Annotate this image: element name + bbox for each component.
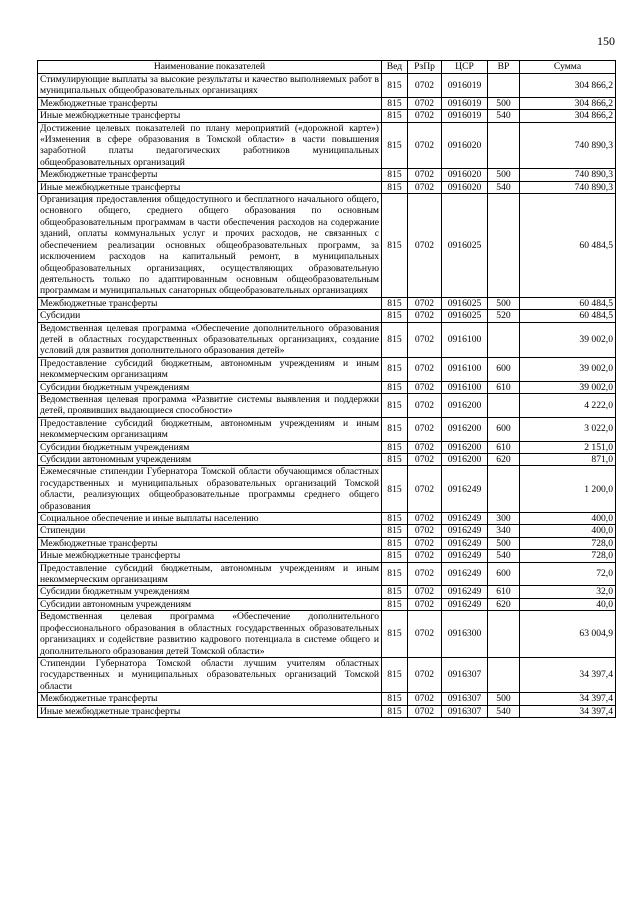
row-sum: 63 004,9 (520, 611, 616, 658)
row-sum: 871,0 (520, 454, 616, 466)
row-ved: 815 (382, 537, 408, 549)
row-sum: 72,0 (520, 562, 616, 586)
row-sum: 400,0 (520, 525, 616, 537)
row-name: Субсидии автономным учреждениям (38, 598, 382, 610)
row-rzpr: 0702 (408, 537, 442, 549)
row-csr: 0916200 (442, 393, 488, 417)
row-vr: 340 (488, 525, 520, 537)
row-ved: 815 (382, 441, 408, 453)
table-row (38, 169, 616, 181)
row-sum: 740 890,3 (520, 169, 616, 181)
row-rzpr: 0702 (408, 441, 442, 453)
row-rzpr: 0702 (408, 417, 442, 441)
row-name: Стипендии Губернатора Томской области лучшим учителям областных государственных и муниципальных образовательных организаций Томской области (38, 657, 382, 692)
header-ved: Вед (382, 61, 408, 74)
row-sum: 34 397,4 (520, 657, 616, 692)
row-sum: 400,0 (520, 513, 616, 525)
table-row (38, 74, 616, 98)
row-name: Предоставление субсидий бюджетным, автономным учреждениям и иным некоммерческим организациям (38, 357, 382, 381)
row-sum: 2 151,0 (520, 441, 616, 453)
row-csr: 0916020 (442, 122, 488, 169)
header-vr: ВР (488, 61, 520, 74)
table-row (38, 357, 616, 381)
row-vr: 540 (488, 705, 520, 717)
budget-table (37, 60, 616, 718)
row-sum: 304 866,2 (520, 97, 616, 109)
row-sum: 740 890,3 (520, 122, 616, 169)
table-row (38, 381, 616, 393)
row-csr: 0916249 (442, 598, 488, 610)
row-sum: 34 397,4 (520, 693, 616, 705)
row-name: Межбюджетные трансферты (38, 169, 382, 181)
row-ved: 815 (382, 454, 408, 466)
row-name: Иные межбюджетные трансферты (38, 550, 382, 562)
table-row (38, 705, 616, 717)
row-sum: 60 484,5 (520, 297, 616, 309)
row-sum: 4 222,0 (520, 393, 616, 417)
row-ved: 815 (382, 322, 408, 357)
row-csr: 0916249 (442, 586, 488, 598)
row-ved: 815 (382, 297, 408, 309)
row-ved: 815 (382, 417, 408, 441)
row-rzpr: 0702 (408, 169, 442, 181)
row-ved: 815 (382, 122, 408, 169)
row-csr: 0916019 (442, 97, 488, 109)
row-name: Иные межбюджетные трансферты (38, 705, 382, 717)
row-sum: 304 866,2 (520, 110, 616, 122)
row-name: Стимулирующие выплаты за высокие результаты и качество выполняемых работ в муниципальных общеобразовательных организациях (38, 74, 382, 98)
table-row (38, 586, 616, 598)
row-csr: 0916025 (442, 194, 488, 298)
row-vr: 540 (488, 110, 520, 122)
row-ved: 815 (382, 550, 408, 562)
table-row (38, 441, 616, 453)
row-csr: 0916249 (442, 513, 488, 525)
row-rzpr: 0702 (408, 611, 442, 658)
row-sum: 740 890,3 (520, 181, 616, 193)
row-name: Межбюджетные трансферты (38, 537, 382, 549)
row-rzpr: 0702 (408, 194, 442, 298)
row-csr: 0916025 (442, 297, 488, 309)
row-rzpr: 0702 (408, 598, 442, 610)
table-row (38, 611, 616, 658)
row-csr: 0916100 (442, 357, 488, 381)
row-vr: 620 (488, 454, 520, 466)
table-row (38, 194, 616, 298)
row-vr (488, 657, 520, 692)
row-csr: 0916100 (442, 381, 488, 393)
row-vr: 600 (488, 562, 520, 586)
row-csr: 0916025 (442, 310, 488, 322)
row-ved: 815 (382, 181, 408, 193)
row-csr: 0916249 (442, 525, 488, 537)
row-vr: 500 (488, 97, 520, 109)
row-vr (488, 74, 520, 98)
table-row (38, 393, 616, 417)
row-rzpr: 0702 (408, 110, 442, 122)
row-vr: 540 (488, 550, 520, 562)
row-ved: 815 (382, 562, 408, 586)
header-csr: ЦСР (442, 61, 488, 74)
table-row (38, 181, 616, 193)
row-vr: 500 (488, 693, 520, 705)
row-sum: 3 022,0 (520, 417, 616, 441)
row-rzpr: 0702 (408, 122, 442, 169)
row-csr: 0916200 (442, 454, 488, 466)
row-sum: 304 866,2 (520, 74, 616, 98)
header-rzpr: РзПр (408, 61, 442, 74)
table-row (38, 550, 616, 562)
row-vr: 500 (488, 297, 520, 309)
row-rzpr: 0702 (408, 74, 442, 98)
table-row (38, 598, 616, 610)
row-csr: 0916307 (442, 693, 488, 705)
row-vr: 520 (488, 310, 520, 322)
row-rzpr: 0702 (408, 562, 442, 586)
row-name: Субсидии бюджетным учреждениям (38, 586, 382, 598)
row-name: Субсидии бюджетным учреждениям (38, 381, 382, 393)
row-csr: 0916307 (442, 705, 488, 717)
row-name: Ведомственная целевая программа «Обеспечение дополнительного профессионального образования в областных государственных образовательных организациях и содействие развитию кадрового потенциала в системе общего и дополнительного образования детей Томской области» (38, 611, 382, 658)
row-ved: 815 (382, 393, 408, 417)
row-csr: 0916020 (442, 169, 488, 181)
table-row (38, 466, 616, 513)
row-csr: 0916020 (442, 181, 488, 193)
row-vr: 610 (488, 381, 520, 393)
row-name: Межбюджетные трансферты (38, 297, 382, 309)
row-rzpr: 0702 (408, 97, 442, 109)
row-vr (488, 611, 520, 658)
row-ved: 815 (382, 357, 408, 381)
table-row (38, 97, 616, 109)
row-name: Предоставление субсидий бюджетным, автономным учреждениям и иным некоммерческим организациям (38, 562, 382, 586)
row-rzpr: 0702 (408, 693, 442, 705)
table-row (38, 562, 616, 586)
row-rzpr: 0702 (408, 393, 442, 417)
row-name: Межбюджетные трансферты (38, 693, 382, 705)
row-vr: 620 (488, 598, 520, 610)
row-ved: 815 (382, 194, 408, 298)
row-ved: 815 (382, 466, 408, 513)
table-row (38, 513, 616, 525)
row-vr: 600 (488, 417, 520, 441)
row-ved: 815 (382, 705, 408, 717)
row-vr: 500 (488, 537, 520, 549)
row-ved: 815 (382, 525, 408, 537)
row-vr (488, 322, 520, 357)
row-vr: 500 (488, 169, 520, 181)
table-row (38, 110, 616, 122)
row-name: Стипендии (38, 525, 382, 537)
row-rzpr: 0702 (408, 525, 442, 537)
row-csr: 0916019 (442, 110, 488, 122)
row-rzpr: 0702 (408, 310, 442, 322)
row-name: Социальное обеспечение и иные выплаты населению (38, 513, 382, 525)
row-csr: 0916249 (442, 562, 488, 586)
row-rzpr: 0702 (408, 181, 442, 193)
header-sum: Сумма (520, 61, 616, 74)
row-ved: 815 (382, 97, 408, 109)
row-csr: 0916249 (442, 537, 488, 549)
row-sum: 32,0 (520, 586, 616, 598)
row-ved: 815 (382, 598, 408, 610)
table-row (38, 417, 616, 441)
row-rzpr: 0702 (408, 454, 442, 466)
row-rzpr: 0702 (408, 466, 442, 513)
row-rzpr: 0702 (408, 297, 442, 309)
row-sum: 39 002,0 (520, 322, 616, 357)
row-vr: 540 (488, 181, 520, 193)
row-name: Ведомственная целевая программа «Развитие системы выявления и поддержки детей, проявивших выдающиеся способности» (38, 393, 382, 417)
row-sum: 1 200,0 (520, 466, 616, 513)
row-ved: 815 (382, 74, 408, 98)
row-sum: 728,0 (520, 550, 616, 562)
row-vr: 610 (488, 586, 520, 598)
row-vr (488, 393, 520, 417)
row-vr (488, 466, 520, 513)
row-ved: 815 (382, 611, 408, 658)
row-name: Субсидии (38, 310, 382, 322)
row-rzpr: 0702 (408, 357, 442, 381)
row-sum: 40,0 (520, 598, 616, 610)
row-name: Организация предоставления общедоступного и бесплатного начального общего, основного общего, среднего общего образования по основным общеобразовательным программам в части обеспечения расходов на содержание зданий, оплаты коммунальных услуг и прочих расходов, не связанных с обеспечением реализации основных общеобразовательных программ, за исключением расходов на капитальный ремонт, в муниципальных общеобразовательных организациях, осуществляющих образовательную деятельность только по адаптированным основным общеобразовательным программам и муниципальных санаторных общеобразовательных организациях (38, 194, 382, 298)
table-row (38, 657, 616, 692)
row-vr: 600 (488, 357, 520, 381)
row-rzpr: 0702 (408, 381, 442, 393)
row-name: Иные межбюджетные трансферты (38, 181, 382, 193)
table-header-row (38, 61, 616, 74)
row-csr: 0916249 (442, 550, 488, 562)
row-sum: 34 397,4 (520, 705, 616, 717)
row-csr: 0916100 (442, 322, 488, 357)
row-csr: 0916249 (442, 466, 488, 513)
table-row (38, 525, 616, 537)
page-number: 150 (597, 34, 615, 48)
table-row (38, 537, 616, 549)
row-csr: 0916019 (442, 74, 488, 98)
row-name: Достижение целевых показателей по плану мероприятий («дорожной карте») «Изменения в сфере образования в Томской области» в части повышения заработной платы педагогических работников муниципальных общеобразовательных организаций (38, 122, 382, 169)
table-row (38, 297, 616, 309)
row-ved: 815 (382, 310, 408, 322)
row-vr (488, 122, 520, 169)
row-csr: 0916200 (442, 441, 488, 453)
row-ved: 815 (382, 381, 408, 393)
row-sum: 60 484,5 (520, 194, 616, 298)
row-rzpr: 0702 (408, 550, 442, 562)
table-row (38, 122, 616, 169)
row-rzpr: 0702 (408, 657, 442, 692)
row-csr: 0916200 (442, 417, 488, 441)
row-name: Субсидии бюджетным учреждениям (38, 441, 382, 453)
row-vr: 300 (488, 513, 520, 525)
row-rzpr: 0702 (408, 705, 442, 717)
row-vr: 610 (488, 441, 520, 453)
row-csr: 0916300 (442, 611, 488, 658)
row-name: Иные межбюджетные трансферты (38, 110, 382, 122)
table-body (38, 74, 616, 718)
row-name: Предоставление субсидий бюджетным, автономным учреждениям и иным некоммерческим организациям (38, 417, 382, 441)
row-sum: 60 484,5 (520, 310, 616, 322)
header-name: Наименование показателей (38, 61, 382, 74)
row-csr: 0916307 (442, 657, 488, 692)
table-row (38, 454, 616, 466)
row-sum: 728,0 (520, 537, 616, 549)
table-row (38, 310, 616, 322)
row-rzpr: 0702 (408, 513, 442, 525)
table-row (38, 693, 616, 705)
row-vr (488, 194, 520, 298)
row-ved: 815 (382, 693, 408, 705)
row-name: Субсидии автономным учреждениям (38, 454, 382, 466)
row-ved: 815 (382, 169, 408, 181)
row-sum: 39 002,0 (520, 357, 616, 381)
row-rzpr: 0702 (408, 586, 442, 598)
row-ved: 815 (382, 657, 408, 692)
row-name: Ведомственная целевая программа «Обеспечение дополнительного образования детей в областных государственных образовательных организациях, создание условий для развития дополнительного образования детей» (38, 322, 382, 357)
row-name: Межбюджетные трансферты (38, 97, 382, 109)
row-ved: 815 (382, 110, 408, 122)
row-rzpr: 0702 (408, 322, 442, 357)
row-ved: 815 (382, 586, 408, 598)
row-sum: 39 002,0 (520, 381, 616, 393)
table-row (38, 322, 616, 357)
row-name: Ежемесячные стипендии Губернатора Томской области обучающимся областных государственных и муниципальных образовательных организаций Томской области, реализующих общеобразовательные программы среднего общего образования (38, 466, 382, 513)
row-ved: 815 (382, 513, 408, 525)
